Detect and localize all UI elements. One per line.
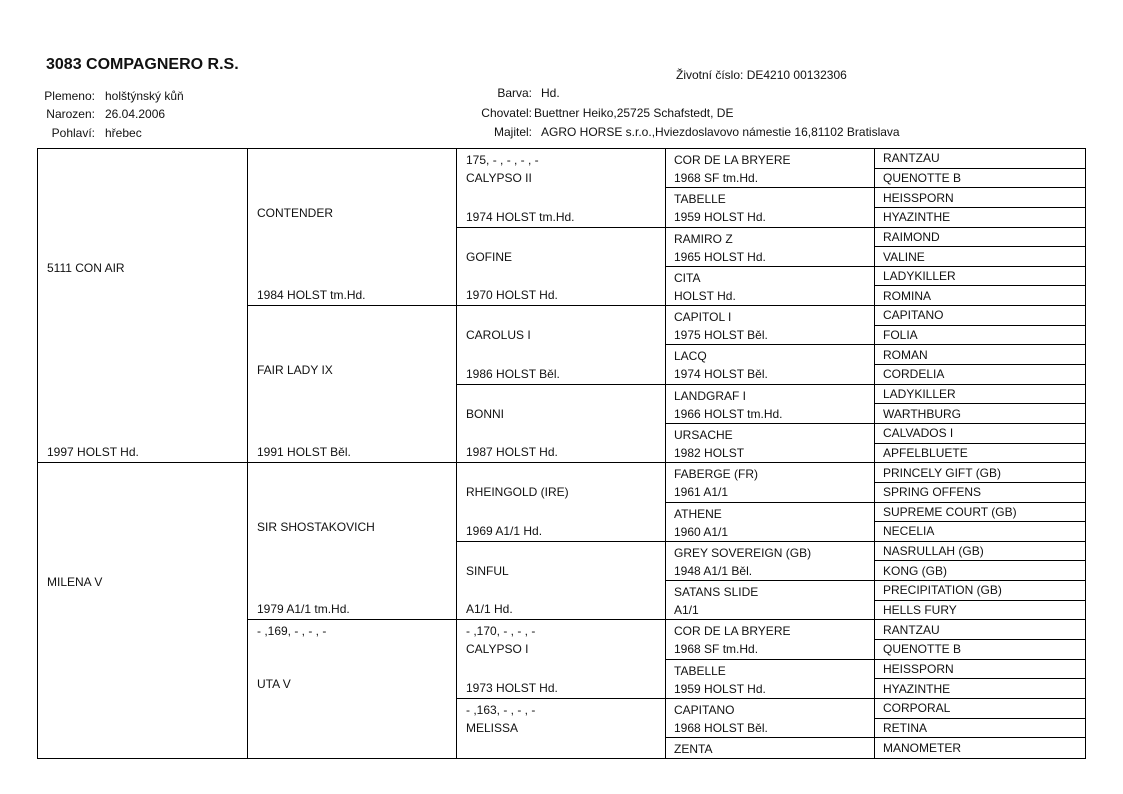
ancestor-gen5: [875, 266, 1086, 286]
owner-row: [440, 125, 900, 139]
ancestor-gen5: [875, 600, 1086, 620]
ancestor-name: CITA: [674, 270, 701, 285]
ancestor-name: CAPITOL I: [674, 310, 732, 325]
ancestor-name: HYAZINTHE: [883, 681, 951, 696]
ancestor-info: 1966 HOLST tm.Hd.: [674, 406, 783, 421]
ancestor-gen5: [875, 482, 1086, 502]
ancestor-name: CALVADOS I: [883, 426, 954, 441]
ancestor-code: - ,170, - , - , -: [466, 624, 536, 639]
ancestor-name: QUENOTTE B: [883, 642, 962, 657]
ancestor-gen4: [666, 345, 875, 384]
ancestor-name: SUPREME COURT (GB): [883, 504, 1017, 519]
ancestor-info: A1/1 Hd.: [466, 602, 513, 617]
ancestor-info: 1979 A1/1 tm.Hd.: [257, 602, 350, 617]
ancestor-gen4: [666, 384, 875, 423]
owner-value: AGRO HORSE s.r.o.,Hviezdoslavovo námestie 16,81102 Bratislava: [541, 125, 900, 139]
color-row: [440, 86, 560, 100]
ancestor-name: MELISSA: [466, 720, 519, 735]
ancestor-gen5: [875, 227, 1086, 247]
ancestor-name: SIR SHOSTAKOVICH: [257, 520, 375, 535]
ancestor-info: 1968 HOLST Běl.: [674, 720, 768, 735]
ancestor-gen3: [457, 384, 666, 463]
ancestor-name: CAPITANO: [674, 702, 735, 717]
ancestor-gen3: [457, 541, 666, 620]
ancestor-name: NASRULLAH (GB): [883, 544, 984, 559]
ancestor-gen5: [875, 423, 1086, 443]
ancestor-name: RANTZAU: [883, 151, 940, 166]
ancestor-gen1: [38, 149, 248, 463]
born-label: Narozen:: [46, 107, 95, 121]
ancestor-info: 1984 HOLST tm.Hd.: [257, 288, 366, 303]
ancestor-name: RAMIRO Z: [674, 231, 733, 246]
ancestor-name: VALINE: [883, 249, 925, 264]
ancestor-info: 1973 HOLST Hd.: [466, 680, 558, 695]
ancestor-gen4: [666, 659, 875, 698]
ancestor-info: 1987 HOLST Hd.: [466, 445, 558, 460]
ancestor-info: 1959 HOLST Hd.: [674, 210, 766, 225]
sex-value: hřebec: [105, 126, 142, 140]
reg-value: DE4210 00132306: [746, 68, 847, 82]
ancestor-gen2: [248, 620, 457, 759]
ancestor-info: 1960 A1/1: [674, 524, 729, 539]
color-value: Hd.: [541, 86, 560, 100]
ancestor-gen5: [875, 718, 1086, 738]
ancestor-code: - ,163, - , - , -: [466, 702, 536, 717]
ancestor-gen5: [875, 247, 1086, 267]
ancestor-name: HYAZINTHE: [883, 210, 951, 225]
ancestor-name: ROMINA: [883, 288, 931, 303]
ancestor-name: GOFINE: [466, 249, 513, 264]
ancestor-name: LADYKILLER: [883, 387, 956, 401]
ancestor-name: RHEINGOLD (IRE): [466, 485, 569, 500]
ancestor-info: 1974 HOLST Běl.: [674, 367, 768, 382]
ancestor-gen5: [875, 738, 1086, 759]
ancestor-gen5: [875, 286, 1086, 306]
ancestor-gen5: [875, 168, 1086, 188]
ancestor-gen5: [875, 149, 1086, 169]
ancestor-gen4: [666, 698, 875, 737]
ancestor-info: 1968 SF tm.Hd.: [674, 171, 759, 185]
ancestor-name: FAIR LADY IX: [257, 363, 333, 378]
ancestor-gen5: [875, 188, 1086, 208]
sex-row: [37, 126, 142, 140]
ancestor-gen5: [875, 365, 1086, 385]
ancestor-name: TABELLE: [674, 663, 726, 678]
ancestor-name: ROMAN: [883, 347, 928, 362]
ancestor-gen4: [666, 266, 875, 305]
ancestor-name: LACQ: [674, 349, 707, 364]
ancestor-info: 1948 A1/1 Běl.: [674, 563, 753, 578]
ancestor-name: LANDGRAF I: [674, 388, 747, 403]
ancestor-name: SATANS SLIDE: [674, 585, 759, 600]
breed-row: [37, 89, 184, 103]
ancestor-gen5: [875, 541, 1086, 561]
ancestor-info: 1986 HOLST Běl.: [466, 366, 560, 381]
ancestor-gen5: [875, 345, 1086, 365]
ancestor-gen5: [875, 698, 1086, 718]
pedigree-row: [38, 149, 1086, 169]
ancestor-info: 1969 A1/1 Hd.: [466, 523, 543, 538]
ancestor-gen5: [875, 620, 1086, 640]
ancestor-gen3: [457, 227, 666, 306]
ancestor-name: RETINA: [883, 720, 928, 735]
ancestor-code: - ,169, - , - , -: [257, 624, 327, 639]
ancestor-name: BONNI: [466, 406, 505, 421]
ancestor-name: CALYPSO II: [466, 171, 532, 185]
ancestor-info: 1959 HOLST Hd.: [674, 681, 766, 696]
ancestor-gen5: [875, 522, 1086, 542]
ancestor-gen3: [457, 698, 666, 758]
ancestor-name: CAPITANO: [883, 308, 944, 323]
born-value: 26.04.2006: [105, 107, 166, 121]
ancestor-gen4: [666, 620, 875, 659]
pedigree-table: [37, 148, 1086, 759]
ancestor-name: ATHENE: [674, 506, 722, 521]
ancestor-gen5: [875, 443, 1086, 463]
ancestor-name: KONG (GB): [883, 563, 948, 578]
ancestor-gen4: [666, 541, 875, 580]
ancestor-name: RANTZAU: [883, 622, 940, 637]
ancestor-info: 1975 HOLST Běl.: [674, 328, 768, 343]
ancestor-name: FABERGE (FR): [674, 467, 759, 482]
ancestor-gen5: [875, 306, 1086, 326]
ancestor-name: PRECIPITATION (GB): [883, 583, 1002, 598]
ancestor-gen4: [666, 738, 875, 759]
ancestor-name: RAIMOND: [883, 229, 940, 244]
ancestor-name: HEISSPORN: [883, 661, 954, 676]
ancestor-code: 175, - , - , - , -: [466, 153, 539, 167]
ancestor-name: FOLIA: [883, 328, 918, 343]
ancestor-name: CALYPSO I: [466, 642, 529, 657]
horse-title: 3083 COMPAGNERO R.S.: [46, 56, 239, 73]
ancestor-gen5: [875, 561, 1086, 581]
ancestor-name: 5111 CON AIR: [47, 261, 125, 275]
ancestor-info: 1968 SF tm.Hd.: [674, 642, 759, 657]
ancestor-name: HELLS FURY: [883, 603, 957, 618]
ancestor-name: LADYKILLER: [883, 269, 956, 284]
ancestor-info: 1974 HOLST tm.Hd.: [466, 209, 575, 224]
breeder-value: Buettner Heiko,25725 Schafstedt, DE: [534, 106, 734, 120]
ancestor-gen5: [875, 463, 1086, 483]
ancestor-info: 1961 A1/1: [674, 485, 729, 500]
ancestor-name: UTA V: [257, 677, 291, 692]
ancestor-gen3: [457, 463, 666, 542]
ancestor-gen2: [248, 149, 457, 306]
ancestor-gen2: [248, 306, 457, 463]
ancestor-name: TABELLE: [674, 192, 726, 207]
ancestor-gen5: [875, 207, 1086, 227]
ancestor-name: ZENTA: [674, 742, 713, 757]
ancestor-name: CONTENDER: [257, 206, 334, 220]
ancestor-gen3: [457, 149, 666, 228]
ancestor-name: QUENOTTE B: [883, 170, 962, 185]
ancestor-gen5: [875, 679, 1086, 699]
ancestor-gen4: [666, 581, 875, 620]
ancestor-name: CORDELIA: [883, 367, 945, 382]
ancestor-gen3: [457, 306, 666, 385]
ancestor-gen5: [875, 659, 1086, 679]
ancestor-gen4: [666, 306, 875, 345]
ancestor-gen4: [666, 502, 875, 541]
born-row: [37, 107, 165, 121]
ancestor-info: 1970 HOLST Hd.: [466, 288, 558, 303]
ancestor-name: SPRING OFFENS: [883, 485, 982, 500]
breed-value: holštýnský kůň: [105, 89, 184, 103]
ancestor-gen4: [666, 227, 875, 266]
ancestor-name: WARTHBURG: [883, 406, 961, 421]
ancestor-gen5: [875, 325, 1086, 345]
breeder-label: Chovatel:: [481, 106, 532, 120]
ancestor-name: MILENA V: [47, 575, 103, 590]
sex-label: Pohlaví:: [51, 126, 95, 140]
ancestor-gen3: [457, 620, 666, 699]
ancestor-info: A1/1: [674, 603, 699, 618]
ancestor-name: GREY SOVEREIGN (GB): [674, 545, 812, 560]
ancestor-name: NECELIA: [883, 524, 935, 539]
ancestor-gen4: [666, 423, 875, 462]
reg-label: Životní číslo:: [676, 68, 744, 82]
ancestor-gen2: [248, 463, 457, 620]
ancestor-name: APFELBLUETE: [883, 445, 968, 460]
ancestor-gen4: [666, 188, 875, 227]
breeder-row: [440, 106, 733, 120]
ancestor-gen5: [875, 404, 1086, 424]
ancestor-name: COR DE LA BRYERE: [674, 624, 791, 639]
ancestor-gen5: [875, 581, 1086, 601]
owner-label: Majitel:: [493, 125, 532, 139]
ancestor-gen5: [875, 640, 1086, 660]
ancestor-gen4: [666, 463, 875, 502]
breed-label: Plemeno:: [44, 89, 95, 103]
ancestor-name: CAROLUS I: [466, 328, 531, 343]
color-label: Barva:: [497, 86, 532, 100]
ancestor-info: 1982 HOLST: [674, 445, 745, 460]
ancestor-name: SINFUL: [466, 563, 509, 578]
ancestor-info: 1997 HOLST Hd.: [47, 445, 139, 460]
ancestor-name: CORPORAL: [883, 701, 951, 716]
ancestor-gen5: [875, 502, 1086, 522]
ancestor-gen5: [875, 384, 1086, 404]
ancestor-info: HOLST Hd.: [674, 288, 736, 303]
ancestor-gen1: [38, 463, 248, 759]
ancestor-info: 1991 HOLST Běl.: [257, 445, 351, 460]
ancestor-name: MANOMETER: [883, 741, 961, 756]
registration-number: [676, 68, 847, 82]
ancestor-name: URSACHE: [674, 427, 733, 442]
ancestor-name: COR DE LA BRYERE: [674, 153, 791, 167]
pedigree-row: [38, 463, 1086, 483]
ancestor-gen4: [666, 149, 875, 188]
ancestor-name: PRINCELY GIFT (GB): [883, 465, 1002, 480]
ancestor-info: 1965 HOLST Hd.: [674, 249, 766, 264]
ancestor-name: HEISSPORN: [883, 190, 954, 205]
